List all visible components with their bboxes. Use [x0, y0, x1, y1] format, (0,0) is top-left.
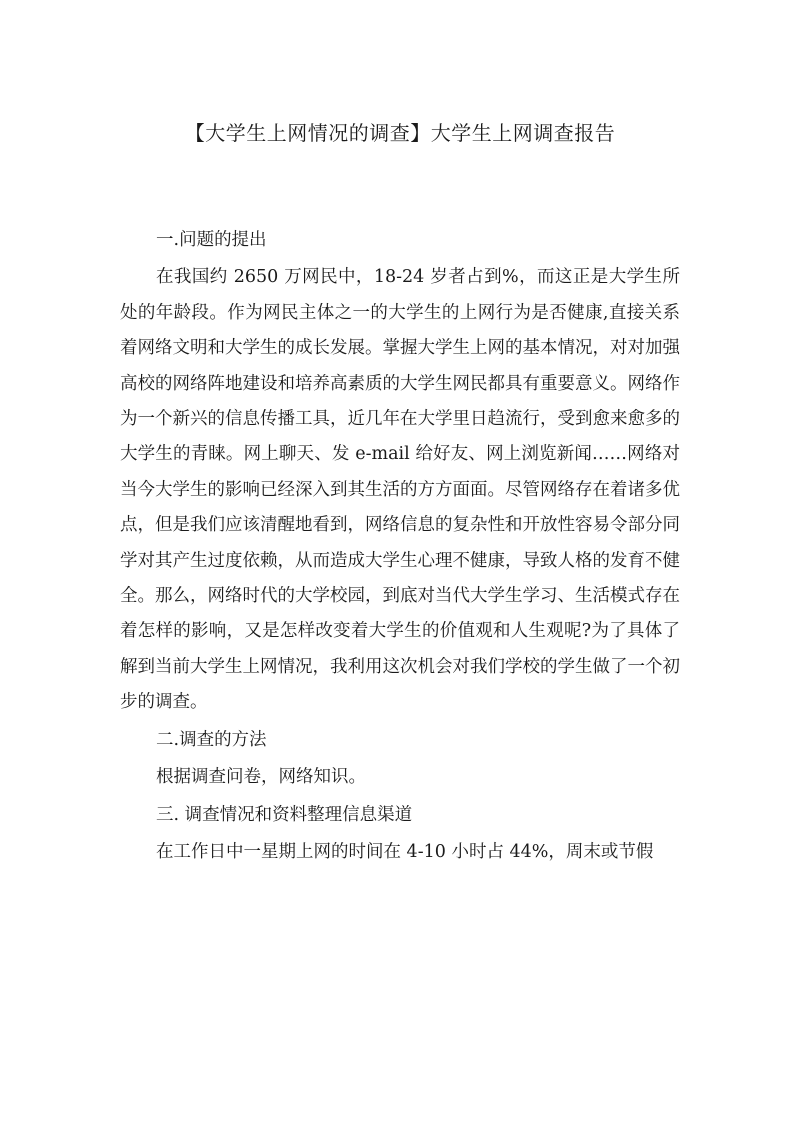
section-paragraph: 在我国约 2650 万网民中，18-24 岁者占到%，而这正是大学生所处的年龄段。作为网民主体之一的大学生的上网行为是否健康,直接关系着网络文明和大学生的成长发展。掌握大学生上网的基本情况，对对加强高校的网络阵地建设和培养高素质的大学生网民都具有重要意义。网络作为一个新兴的信息传播工具，近几年在大学里日趋流行，受到愈来愈多的大学生的青睐。网上聊天、发 e-mail 给好友、网上浏览新闻……网络对当今大学生的影响已经深入到其生活的方方面面。尽管网络存在着诸多优点，但是我们应该清醒地看到，网络信息的复杂性和开放性容易令部分同学对其产生过度依赖，从而造成大学生心理不健康，导致人格的发育不健全。那么，网络时代的大学校园，到底对当代大学生学习、生活模式存在着怎样的影响，又是怎样改变着大学生的价值观和人生观呢?为了具体了解到当前大学生上网情况，我利用这次机会对我们学校的学生做了一个初步的调查。 — [120, 267, 680, 713]
document-title: 【大学生上网情况的调查】大学生上网调查报告 — [184, 121, 616, 145]
document-body — [120, 223, 680, 872]
section-heading: 一.问题的提出 — [156, 230, 267, 250]
section-heading: 二.调查的方法 — [156, 729, 267, 750]
section-paragraph: 在工作日中一星期上网的时间在 4-10 小时占 44%，周末或节假 — [156, 841, 654, 862]
section-heading: 三. 调查情况和资料整理信息渠道 — [156, 804, 413, 825]
section-paragraph: 根据调查问卷，网络知识。 — [156, 767, 366, 788]
